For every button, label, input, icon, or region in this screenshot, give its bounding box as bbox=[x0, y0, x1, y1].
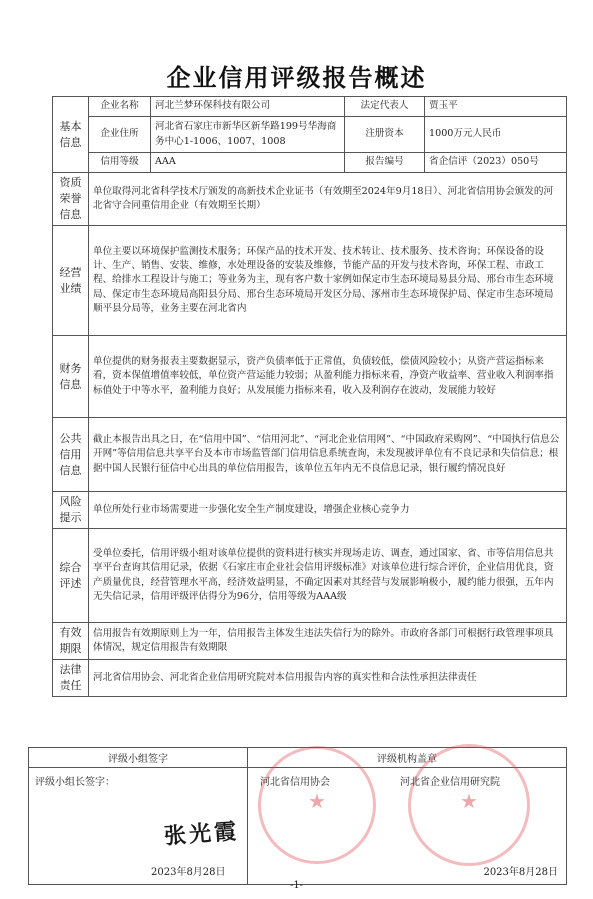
page-title: 企业信用评级报告概述 bbox=[166, 64, 427, 92]
qualification-text: 单位取得河北省科学技术厅颁发的高新技术企业证书（有效期至2024年9月18日）、河北省信用协会颁发的河北省守合同重信用企业（有效期至长期） bbox=[89, 173, 567, 226]
signature-table bbox=[28, 747, 567, 885]
seal-star-icon: ★ bbox=[308, 789, 326, 813]
leader-label: 评级小组长签字： bbox=[35, 777, 115, 788]
report-no-label: 报告编号 bbox=[345, 153, 425, 173]
seal-credit-institute bbox=[408, 744, 530, 866]
company-name: 河北兰梦环保科技有限公司 bbox=[151, 97, 345, 117]
section-label-finance: 财务信息 bbox=[53, 336, 89, 418]
section-label-validity: 有效期限 bbox=[53, 623, 89, 660]
company-name-label: 企业名称 bbox=[89, 97, 151, 117]
registered-capital: 1000万元人民币 bbox=[425, 117, 567, 153]
leader-signature: 张光霞 bbox=[163, 818, 240, 850]
capital-label: 注册资本 bbox=[345, 117, 425, 153]
leader-signature-cell bbox=[29, 768, 248, 885]
date-right: 2023年8月28日 bbox=[483, 867, 558, 878]
section-label-public-credit: 公共信用信息 bbox=[53, 418, 89, 492]
public-credit-text: 截止本报告出具之日，在“信用中国”、“信用河北”、“河北企业信用网”、“中国政府采购网”、“中国执行信息公开网”等信用信息共享平台及本市市场监管部门信用信息系统查询，未发现被评单位有不良记录和失信信息；根据中国人民银行征信中心出具的单位信用报告，该单位五年内无不良信息记录，银行履约情况良好 bbox=[89, 418, 567, 492]
finance-text: 单位提供的财务报表主要数据显示，资产负债率低于正常值，负债较低，偿债风险较小；从资产营运指标来看，资本保值增值率较低，单位资产营运能力较弱；从盈利能力指标来看，净资产收益率、营业收入利润率指标值处于中等水平，盈利能力良好；从发展能力指标来看，收入及利润存在波动，发展能力较好 bbox=[89, 336, 567, 418]
summary-text: 受单位委托，信用评级小组对该单位提供的资料进行核实并现场走访、调查，通过国家、省、市等信用信息共享平台查询其信用记录，依据《石家庄市企业社会信用评级标准》对该单位进行综合评价，企业信用优良，资产质量优良，经营管理水平高，经济效益明显，不确定因素对其经营与发展影响极小，履约能力很强，五年内无失信记录，信用评级评估得分为96分，信用等级为AAA级 bbox=[89, 529, 567, 623]
section-label-qualification: 资质荣誉信息 bbox=[53, 173, 89, 226]
panel-right-label: 评级机构盖章 bbox=[248, 748, 567, 768]
seal-cell bbox=[248, 768, 567, 885]
org-credit-institute: 河北省企业信用研究院 bbox=[400, 777, 500, 788]
legal-rep-label: 法定代表人 bbox=[345, 97, 425, 117]
company-address: 河北省石家庄市新华区新华路199号华海商务中心1-1006、1007、1008 bbox=[151, 117, 345, 153]
business-text: 单位主要以环境保护监测技术服务；环保产品的技术开发、技术转让、技术服务、技术咨询；环保设备的设计、生产、销售、安装、维修，水处理设备的安装及维修，节能产品的开发与技术咨询，环保工程、市政工程、给排水工程设计与施工；等业务为主，现有客户数十家例如保定市生态环境局易县分局、邢台市生态环境局、保定市生态环境局高阳县分局、邢台生态环境局开发区分局、涿州市生态环境保护局、保定市生态环境局顺平县分局等，业务主要在河北省内 bbox=[89, 226, 567, 336]
legal-rep: 贾玉平 bbox=[425, 97, 567, 117]
seal-credit-association bbox=[258, 746, 376, 864]
section-label-legal: 法律责任 bbox=[53, 660, 89, 697]
org-credit-association: 河北省信用协会 bbox=[260, 777, 330, 788]
date-left: 2023年8月28日 bbox=[151, 867, 226, 878]
report-number: 省企信评（2023）050号 bbox=[425, 153, 567, 173]
seal-star-icon: ★ bbox=[460, 789, 478, 813]
section-label-summary: 综合评述 bbox=[53, 529, 89, 623]
panel-left-label: 评级小组签字 bbox=[29, 748, 248, 768]
legal-text: 河北省信用协会、河北省企业信用研究院对本信用报告内容的真实性和合法性承担法律责任 bbox=[89, 660, 567, 697]
report-table bbox=[52, 96, 567, 697]
section-label-basic: 基本信息 bbox=[53, 97, 89, 173]
section-label-business: 经营业绩 bbox=[53, 226, 89, 336]
address-label: 企业住所 bbox=[89, 117, 151, 153]
page-number: -1- bbox=[289, 880, 304, 891]
credit-grade: AAA bbox=[151, 153, 345, 173]
grade-label: 信用等级 bbox=[89, 153, 151, 173]
validity-text: 信用报告有效期原则上为一年，信用报告主体发生违法失信行为的除外。市政府各部门可根据行政管理事项具体情况，规定信用报告有效期限 bbox=[89, 623, 567, 660]
risk-text: 单位所处行业市场需要进一步强化安全生产制度建设，增强企业核心竞争力 bbox=[89, 492, 567, 529]
section-label-risk: 风险提示 bbox=[53, 492, 89, 529]
